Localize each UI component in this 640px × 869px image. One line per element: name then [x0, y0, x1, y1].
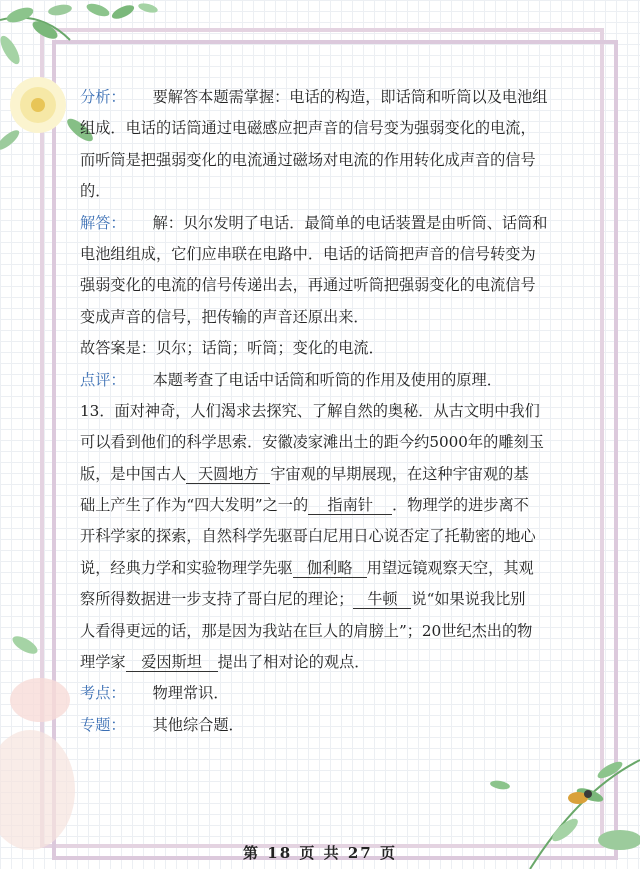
solution-label: 解答： [80, 213, 126, 232]
kaodian-line: 考点： 物理常识． [80, 684, 229, 703]
total-pages: 27 [347, 844, 373, 862]
zhuanti-line: 专题： 其他综合题． [80, 715, 244, 734]
question-13-line-8: 人看得更远的话，那是因为我站在巨人的肩膀上”；20世纪杰出的物 [80, 621, 533, 640]
question-13-line-3: 版，是中国古人 天圆地方 宇宙观的早期展现，在这种宇宙观的基 [80, 464, 529, 483]
analysis-line-3: 而听筒是把强弱变化的电流通过磁场对电流的作用转化成声音的信号 [80, 150, 536, 169]
current-page: 18 [267, 844, 293, 862]
question-13-line-1: 13．面对神奇，人们渴求去探究、了解自然的奥秘．从古文明中我们 [80, 401, 540, 420]
question-13-line-5: 开科学家的探索，自然科学先驱哥白尼用日心说否定了托勒密的地心 [80, 527, 536, 546]
page-number-footer: 第 18 页 共 27 页 [243, 844, 397, 862]
answer-blank-5: 爱因斯坦 [126, 653, 218, 672]
question-13-line-9: 理学家 爱因斯坦 提出了相对论的观点． [80, 653, 370, 672]
analysis-line-2: 组成．电话的话筒通过电磁感应把声音的信号变为强弱变化的电流， [80, 119, 536, 138]
question-13-line-4: 础上产生了作为“四大发明”之一的 指南针 ．物理学的进步离不 [80, 496, 529, 515]
solution-line-2: 电池组组成，它们应串联在电路中．电话的话筒把声音的信号转变为 [80, 244, 536, 263]
leaf-sprig-top [78, 0, 168, 40]
zhuanti-label: 专题： [80, 715, 126, 734]
comment-label: 点评： [80, 370, 126, 389]
answer-blank-1: 天圆地方 [186, 465, 270, 484]
analysis-label: 分析： [80, 88, 126, 106]
question-13-line-6: 说，经典力学和实验物理学先驱 伽利略 用望远镜观察天空，其观 [80, 558, 534, 577]
solution-line-4: 变成声音的信号，把传输的声音还原出来． [80, 307, 369, 326]
comment-line: 点评： 本题考查了电话中话筒和听筒的作用及使用的原理． [80, 370, 502, 389]
question-13-line-2: 可以看到他们的科学思索．安徽凌家滩出土的距今约5000年的雕刻玉 [80, 433, 544, 452]
answer-blank-2: 指南针 [308, 496, 392, 515]
floral-corner-bottom-left [0, 620, 90, 869]
question-13-line-7: 察所得数据进一步支持了哥白尼的理论； 牛顿 说“如果说我比别 [80, 590, 526, 609]
analysis-line-1: 分析： 要解答本题需掌握：电话的构造，即话筒和听筒以及电池组 [80, 88, 548, 106]
document-body [80, 82, 580, 741]
answer-line: 故答案是：贝尔；话筒；听筒；变化的电流． [80, 339, 384, 358]
solution-line-1: 解答： 解：贝尔发明了电话．最简单的电话装置是由听筒、话筒和 [80, 213, 548, 232]
answer-blank-3: 伽利略 [293, 559, 367, 578]
solution-line-3: 强弱变化的电流的信号传递出去，再通过听筒把强弱变化的电流信号 [80, 276, 536, 295]
analysis-line-4: 的． [80, 182, 111, 201]
answer-blank-4: 牛顿 [353, 590, 411, 609]
kaodian-label: 考点： [80, 684, 126, 703]
